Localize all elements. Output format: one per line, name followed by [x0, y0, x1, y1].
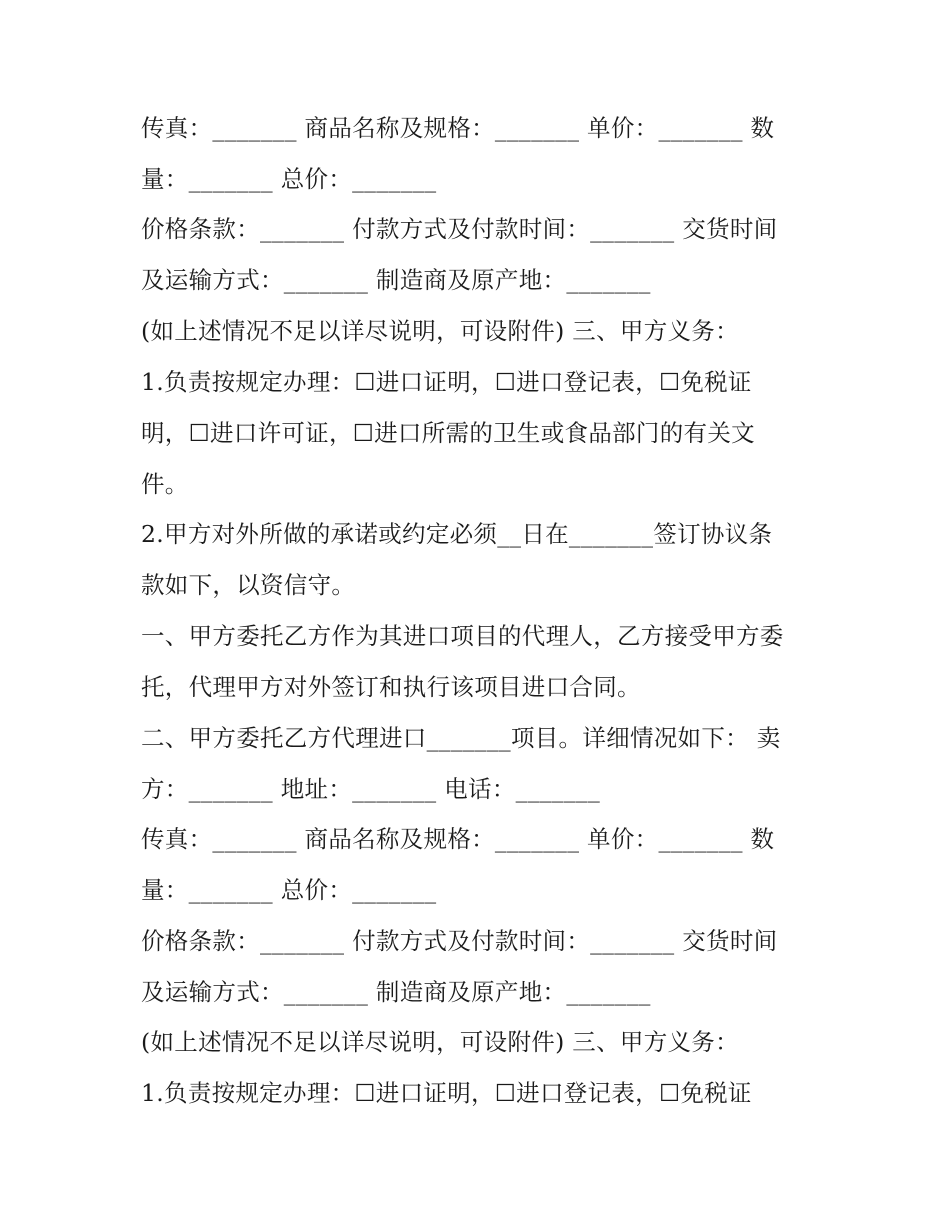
text-line-19: (如上述情况不足以详尽说明，可设附件) 三、甲方义务：	[141, 1028, 739, 1056]
text-line-10: 款如下，以资信守。	[141, 571, 356, 599]
text-line-7: 明，☐进口许可证，☐进口所需的卫生或食品部门的有关文	[141, 419, 755, 447]
text-line-11: 一、甲方委托乙方作为其进口项目的代理人，乙方接受甲方委	[141, 622, 784, 650]
text-line-3: 价格条款：_______ 付款方式及付款时间：_______ 交货时间	[141, 215, 778, 243]
text-line-14: 方：_______ 地址：_______ 电话：_______	[141, 775, 600, 803]
text-line-9: 2.甲方对外所做的承诺或约定必须__日在_______签订协议条	[141, 520, 773, 548]
text-line-5: (如上述情况不足以详尽说明，可设附件) 三、甲方义务：	[141, 317, 739, 345]
text-line-16: 量：_______ 总价：_______	[141, 876, 437, 904]
text-line-13: 二、甲方委托乙方代理进口_______项目。详细情况如下： 卖	[141, 724, 781, 752]
text-line-12: 托，代理甲方对外签订和执行该项目进口合同。	[141, 673, 641, 701]
text-line-15: 传真：_______ 商品名称及规格：_______ 单价：_______ 数	[141, 825, 775, 853]
text-line-8: 件。	[141, 470, 189, 498]
text-line-17: 价格条款：_______ 付款方式及付款时间：_______ 交货时间	[141, 927, 778, 955]
text-line-1: 传真：_______ 商品名称及规格：_______ 单价：_______ 数	[141, 114, 775, 142]
text-line-20: 1.负责按规定办理：☐进口证明，☐进口登记表，☐免税证	[141, 1079, 752, 1107]
text-line-2: 量：_______ 总价：_______	[141, 165, 437, 193]
text-line-18: 及运输方式：_______ 制造商及原产地：_______	[141, 978, 651, 1006]
text-line-4: 及运输方式：_______ 制造商及原产地：_______	[141, 266, 651, 294]
text-line-6: 1.负责按规定办理：☐进口证明，☐进口登记表，☐免税证	[141, 368, 752, 396]
